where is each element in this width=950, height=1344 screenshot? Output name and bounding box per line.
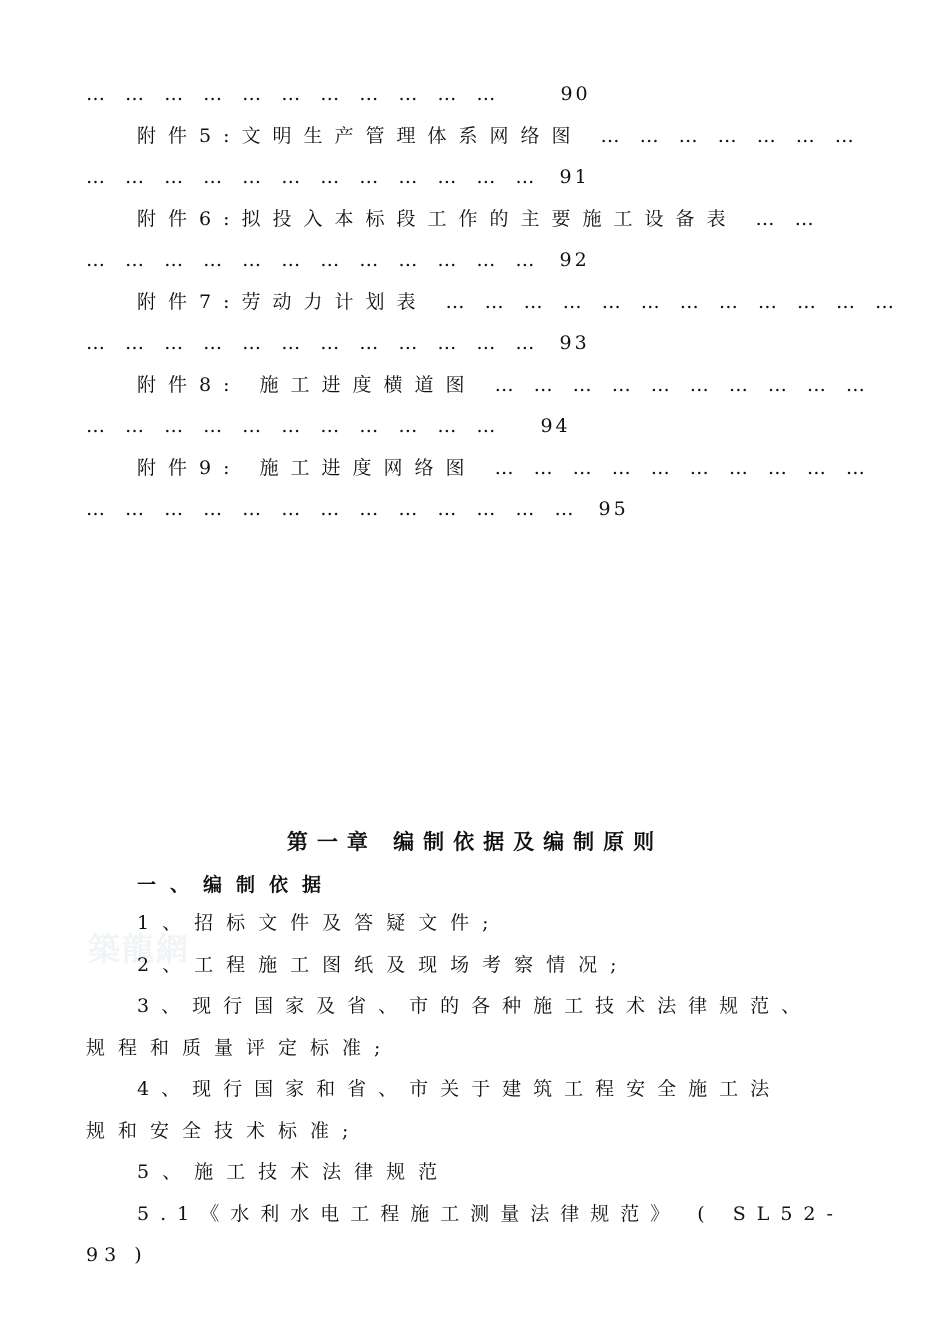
list-item: 5.1《水利水电工程施工测量法律规范》 ( SL52- <box>137 1203 844 1225</box>
list-item: 3、现行国家及省、市的各种施工技术法律规范、 <box>137 995 813 1017</box>
toc-entry-7-continuation <box>86 331 590 355</box>
list-item: 4、现行国家和省、市关于建筑工程安全施工法 <box>137 1078 782 1100</box>
watermark-logo: 築龍網 <box>88 930 191 968</box>
toc-dots: … … … … … … … … … … … … … <box>86 498 581 520</box>
toc-dots: … … … … … … … … … … … … <box>86 249 542 271</box>
toc-page-number: 94 <box>540 415 571 437</box>
list-item: 1、招标文件及答疑文件; <box>137 912 502 934</box>
list-item: 5、施工技术法律规范 <box>137 1161 451 1183</box>
toc-entry-8[interactable] <box>137 373 872 397</box>
toc-dots: … … … … … … … … … … … <box>86 83 503 105</box>
toc-entry-label: 附件6:拟投入本标段工作的主要施工设备表 <box>137 208 738 230</box>
toc-page-number: 91 <box>559 166 590 188</box>
toc-page-number: 90 <box>560 83 591 105</box>
toc-dots: … … … … … … … … … … … … <box>445 291 901 313</box>
toc-entry-8-continuation <box>86 414 571 438</box>
toc-entry-4-continuation <box>86 82 591 106</box>
list-item-continuation: 规和安全技术标准; <box>86 1120 362 1142</box>
toc-dots: … … <box>755 208 821 230</box>
list-item-continuation: 规程和质量评定标准; <box>86 1037 394 1059</box>
toc-entry-label: 附件8: 施工进度横道图 <box>137 374 477 396</box>
toc-entry-7[interactable] <box>137 290 901 314</box>
toc-dots: … … … … … … … … … … … <box>86 415 503 437</box>
chapter-title: 第一章 编制依据及编制原则 <box>286 830 664 854</box>
toc-entry-6[interactable] <box>137 207 821 231</box>
toc-dots: … … … … … … … … … … … … <box>86 166 542 188</box>
toc-dots: … … … … … … … … … … <box>494 457 872 479</box>
toc-page-number: 93 <box>559 332 590 354</box>
toc-entry-5-continuation <box>86 165 590 189</box>
toc-entry-9[interactable] <box>137 456 872 480</box>
toc-entry-6-continuation <box>86 248 590 272</box>
section-heading: 一、编制依据 <box>137 874 336 896</box>
toc-dots: … … … … … … … … … … … … <box>86 332 542 354</box>
toc-entry-9-continuation <box>86 497 629 521</box>
toc-page-number: 95 <box>598 498 629 520</box>
list-item: 2、工程施工图纸及现场考察情况; <box>137 954 630 976</box>
toc-dots: … … … … … … … … … … <box>494 374 872 396</box>
toc-entry-label: 附件9: 施工进度网络图 <box>137 457 477 479</box>
toc-entry-label: 附件5:文明生产管理体系网络图 <box>137 125 583 147</box>
toc-dots: … … … … … … … <box>600 125 861 147</box>
toc-page-number: 92 <box>559 249 590 271</box>
toc-entry-label: 附件7:劳动力计划表 <box>137 291 428 313</box>
toc-entry-5[interactable] <box>137 124 861 148</box>
list-item-continuation: 93 ) <box>86 1244 148 1266</box>
